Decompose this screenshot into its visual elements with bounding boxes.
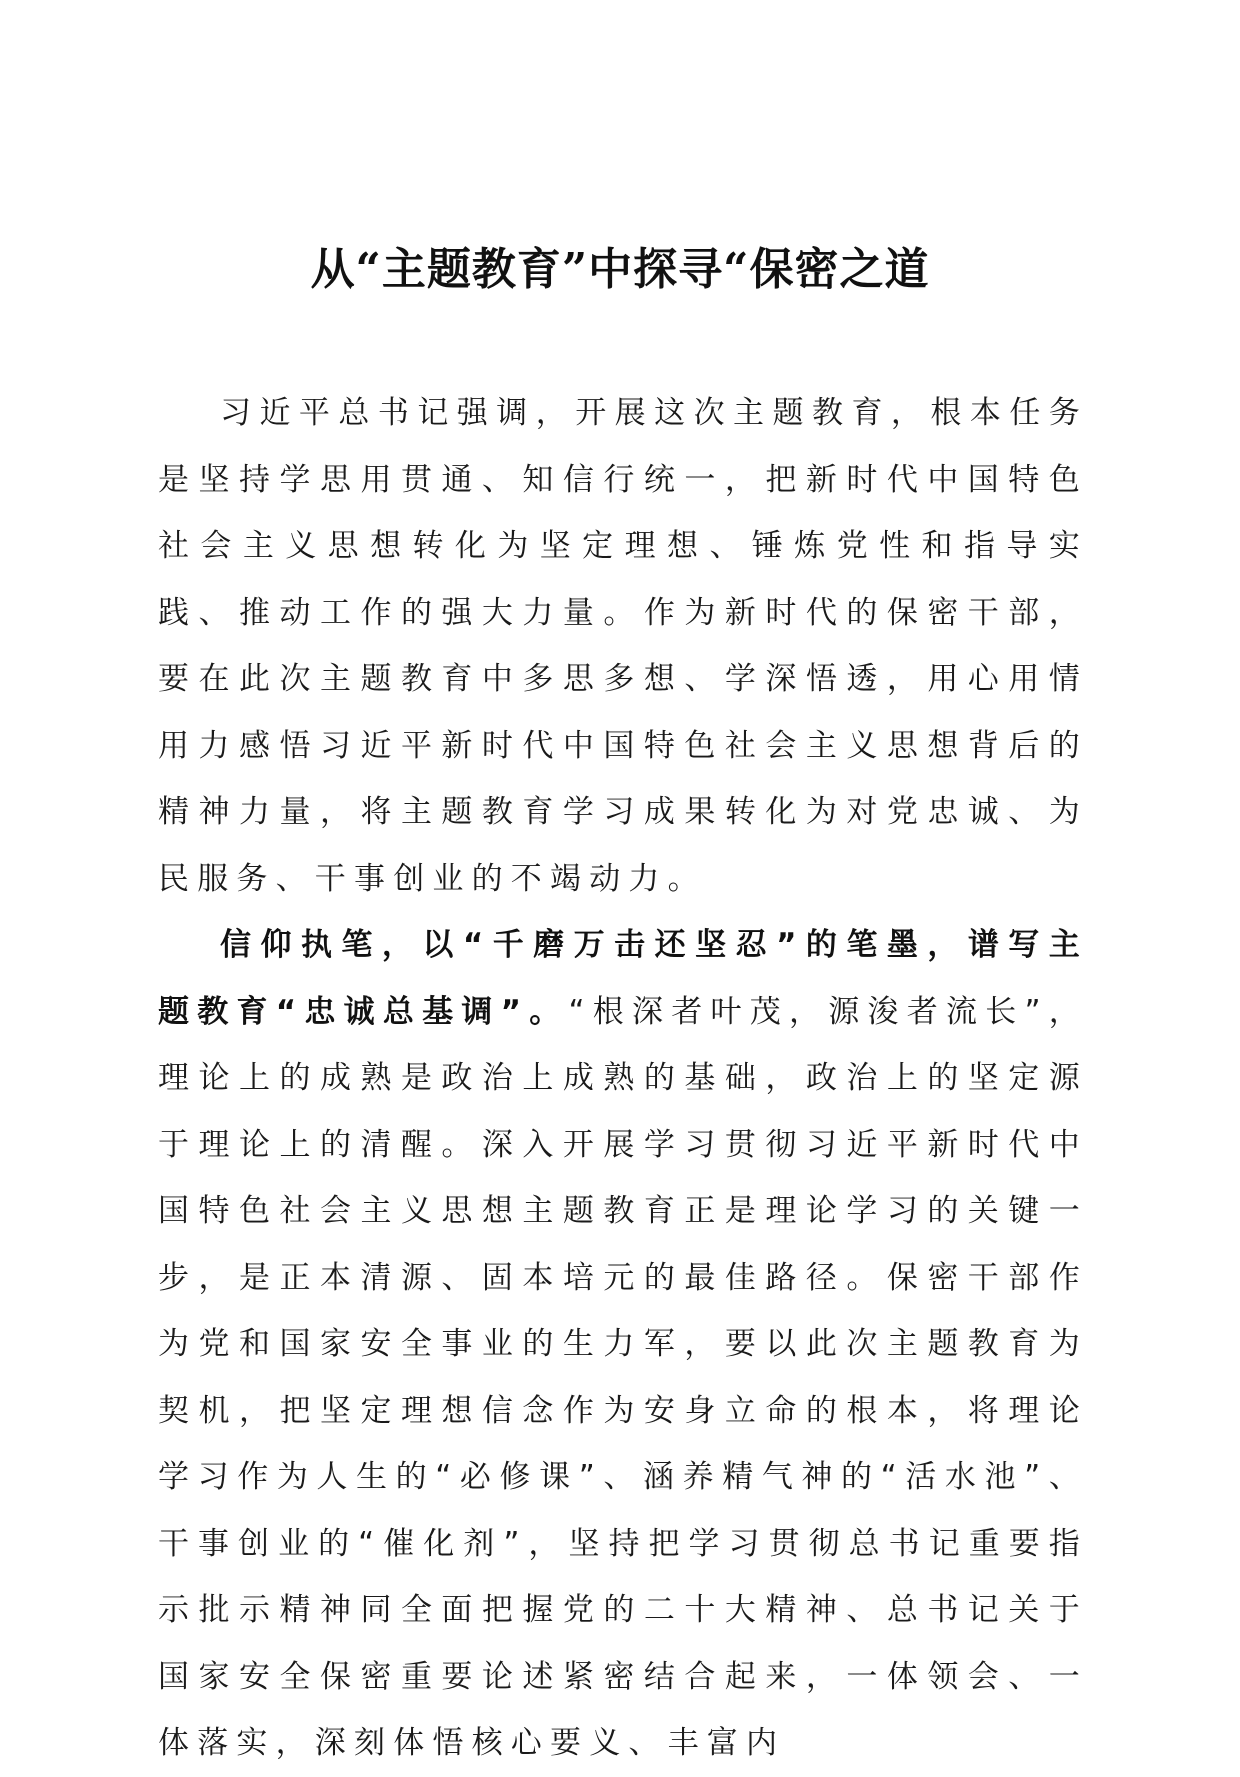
document-title: 从“主题教育”中探寻“保密之道 [310,244,930,295]
paragraph-2-text: “根深者叶茂，源浚者流长”，理论上的成熟是政治上成熟的基础，政治上的坚定源于理论上的清醒。深入开展学习贯彻习近平新时代中国特色社会主义思想主题教育正是理论学习的关键一步，是正本清源、固本培元的最佳路径。保密干部作为党和国家安全事业的生力军，要以此次主题教育为契机，把坚定理想信念作为安身立命的根本，将理论学习作为人生的“必修课”、涵养精气神的“活水池”、干事创业的“催化剂”，坚持把学习贯彻总书记重要指示批示精神同全面把握党的二十大精神、总书记关于国家安全保密重要论述紧密结合起来，一体领会、一体落实，深刻体悟核心要义、丰富内 [158,993,1088,1761]
paragraph-1-text: 习近平总书记强调，开展这次主题教育，根本任务是坚持学思用贯通、知信行统一，把新时代中国特色社会主义思想转化为坚定理想、锤炼党性和指导实践、推动工作的强大力量。作为新时代的保密干部，要在此次主题教育中多思多想、学深悟透，用心用情用力感悟习近平新时代中国特色社会主义思想背后的精神力量，将主题教育学习成果转化为对党忠诚、为民服务、干事创业的不竭动力。 [158,395,1088,897]
document-body [158,380,1088,1777]
paragraph-2 [158,912,1088,1777]
paragraph-2-lead: 信仰执笔，以“千磨万击还坚忍”的笔墨，谱写主题教育“忠诚总基调”。 [158,927,1088,1030]
paragraph-1 [158,380,1088,912]
